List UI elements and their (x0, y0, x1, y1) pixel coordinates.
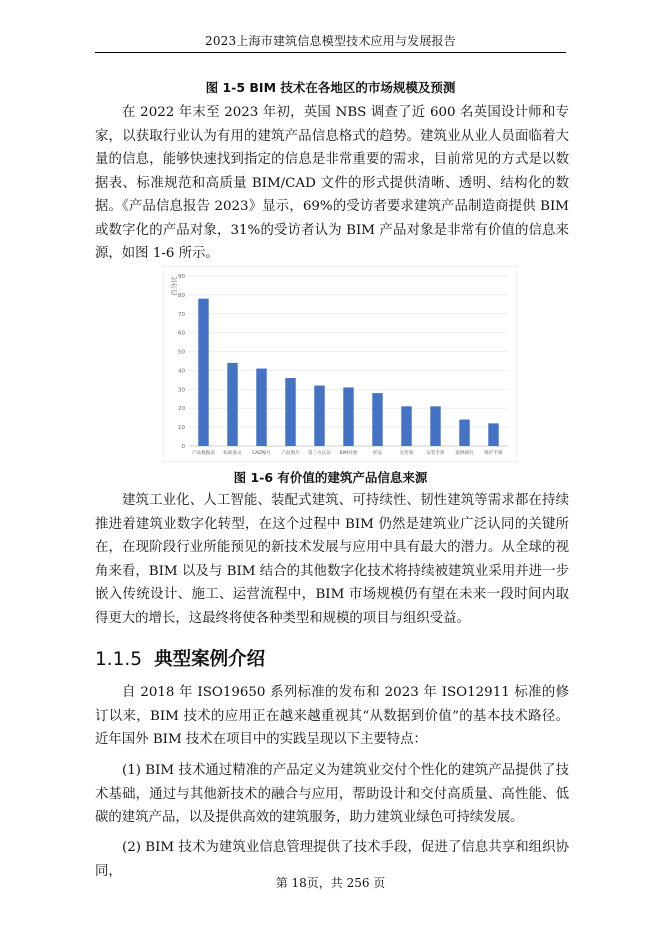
category-label: CAD编号 (251, 451, 272, 456)
paragraph-point-2: (2) BIM 技术为建筑业信息管理提供了技术手段，促进了信息共享和组织协同， (95, 840, 569, 879)
category-label: 案例研究 (455, 451, 474, 456)
bar (343, 387, 353, 446)
bar (372, 393, 382, 446)
y-tick-label: 80 (178, 292, 185, 299)
category-label: 第三方认证 (308, 451, 331, 456)
bar (459, 420, 469, 446)
category-label: 宣传册 (399, 451, 414, 456)
category-label: 维护手册 (484, 451, 503, 456)
bar (401, 406, 411, 446)
figure-caption-1-5: 图 1-5 BIM 技术在各地区的市场规模及预测 (205, 80, 456, 95)
category-label: 安装手册 (426, 451, 445, 456)
category-labels (192, 449, 503, 456)
section-title: 典型案例介绍 (154, 649, 266, 670)
y-tick-label: 20 (178, 406, 185, 413)
y-tick-label: 70 (178, 311, 185, 318)
page-footer: 第 18页，共 256 页 (275, 876, 386, 890)
paragraph-point-1: (1) BIM 技术通过精准的产品定义为建筑业交付个性化的建筑产品提供了技术基础，通过与其他新技术的融合与应用，帮助设计和交付高质量、高性能、低碳的建筑产品，以及提供高效的建筑服务，助力建筑业绿色可持续发展。 (95, 763, 569, 825)
bar (285, 378, 295, 446)
category-label: BIM对象 (339, 451, 358, 456)
section-number: 1.1.5 (95, 649, 143, 670)
y-tick-label: 90 (178, 274, 185, 280)
figure-caption-1-6: 图 1-6 有价值的建筑产品信息来源 (233, 470, 428, 485)
y-axis-label: 百分比 (170, 276, 178, 296)
category-label: 样品 (372, 451, 383, 456)
y-tick-label: 60 (178, 330, 185, 337)
category-label: 标准条文 (223, 451, 242, 456)
header-rule (95, 52, 566, 53)
bar (256, 369, 266, 446)
paragraph-survey: 在 2022 年末至 2023 年初，英国 NBS 调查了近 600 名英国设计师和专家，以获取行业认为有用的建筑产品信息格式的趋势。建筑业从业人员面临着大量的信息，能够快速找到指定的信息是非常重要的需求，目前常见的方式是以数据表、标准规范和高质量 BIM/CAD 文件的形式提供清晰、透明、结构化的数据。《产品信息报告 2023》显示，69%的受访者要求建筑产品制造商提供 BIM 或数字化的产品对象，31%的受访者认为 BIM 产品对象是非常有价值的信息来源，如图 1-6 所示。 (95, 105, 569, 261)
bar (488, 423, 498, 446)
bar (314, 386, 324, 446)
bar (430, 406, 440, 446)
paragraph-trends: 建筑工业化、人工智能、装配式建筑、可持续性、韧性建筑等需求都在持续推进着建筑业数字化转型，在这个过程中 BIM 仍然是建筑业广泛认同的关键所在，在现阶段行业所能预见的新技术发展与应用中具有最大的潜力。从全球的视角来看，BIM 以及与 BIM 结合的其他数字化技术将持续被建筑业采用并进一步嵌入传统设计、施工、运营流程中，BIM 市场规模仍有望在未来一段时间内取得更大的增长，这最终将使各种类型和规模的项目与组织受益。 (95, 493, 569, 626)
bar (198, 299, 208, 446)
category-label: 产品图片 (281, 451, 300, 456)
running-header: 2023上海市建筑信息模型技术应用与发展报告 (205, 34, 456, 48)
y-tick-label: 40 (178, 368, 185, 375)
section-heading (95, 645, 265, 671)
y-tick-label: 30 (178, 387, 185, 394)
y-tick-label: 50 (178, 349, 185, 356)
paragraph-iso: 自 2018 年 ISO19650 系列标准的发布和 2023 年 ISO12911 标准的修订以来，BIM 技术的应用正在越来越重视其“从数据到价值”的基本技术路径。近年国外 BIM 技术在项目中的实践呈现以下主要特点： (95, 685, 569, 747)
category-label: 产品数据表 (192, 451, 215, 456)
bar-chart (163, 266, 517, 462)
bar (227, 363, 237, 446)
y-tick-label: 0 (181, 444, 185, 450)
y-tick-label: 10 (178, 425, 185, 432)
